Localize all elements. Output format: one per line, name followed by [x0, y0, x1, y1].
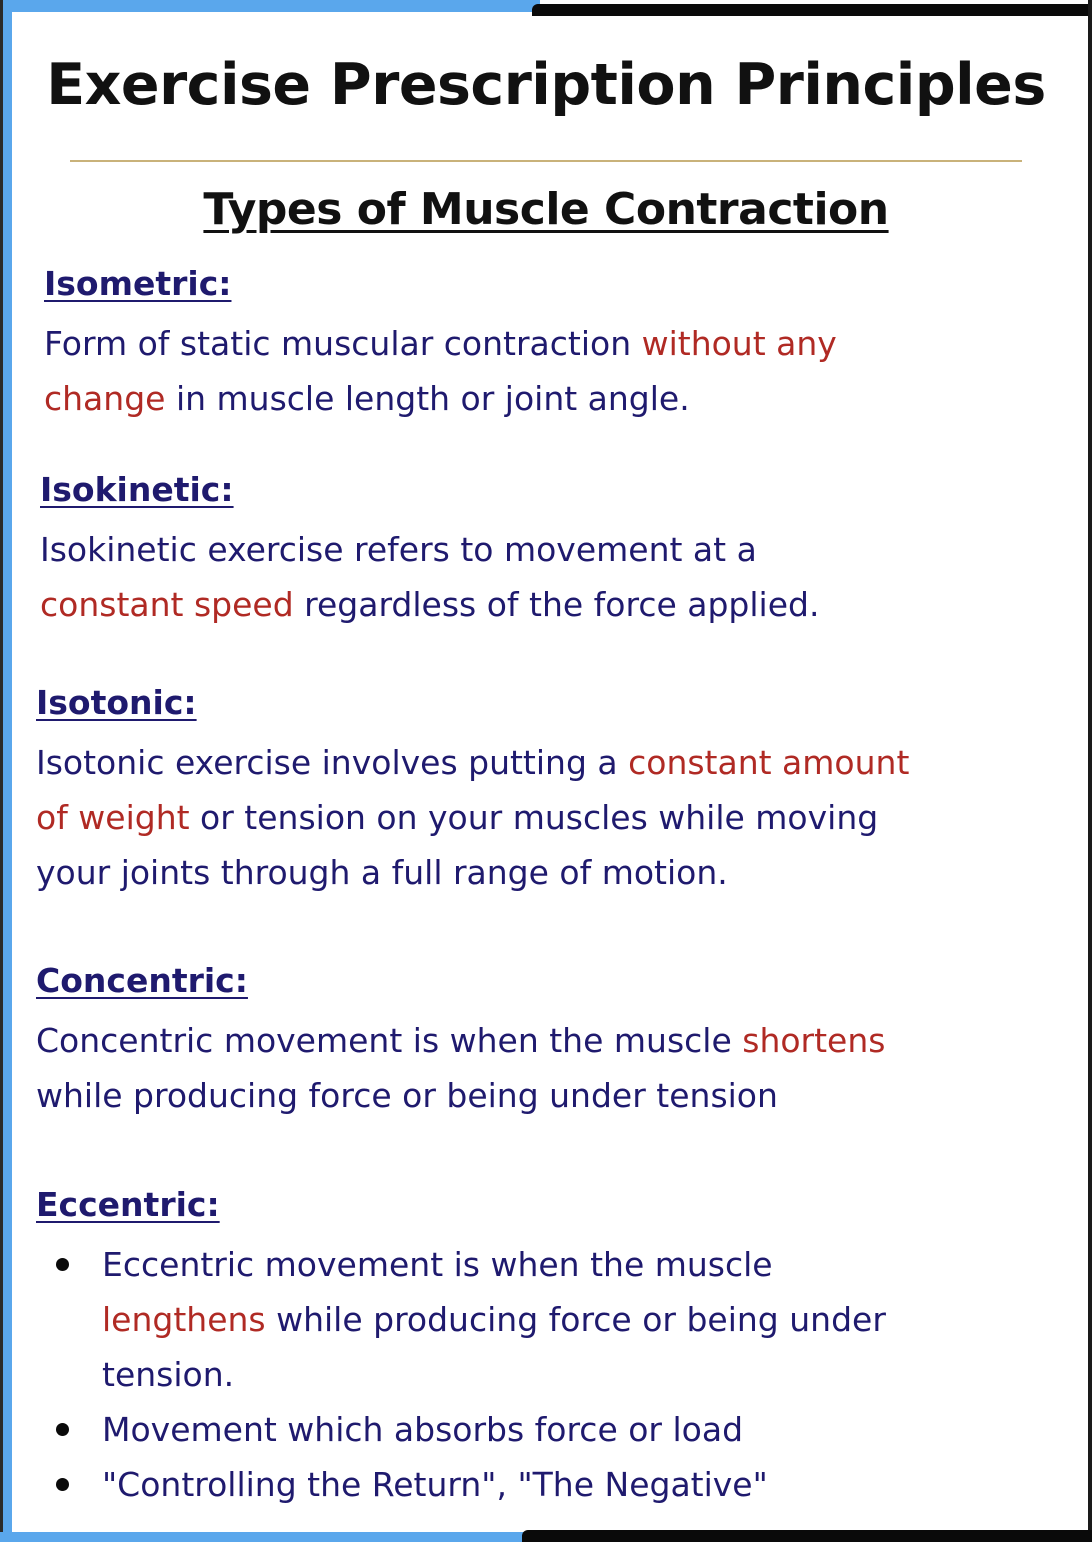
text-line: Eccentric movement is when the muscle: [102, 1245, 773, 1284]
text-run: in muscle length or joint angle.: [165, 379, 690, 418]
page-title: Exercise Prescription Principles: [46, 52, 1046, 118]
heading-isometric: Isometric:: [44, 264, 232, 303]
frame-edge-bottom-dark: [522, 1530, 1092, 1542]
list-item: [36, 1402, 886, 1457]
bullet-icon: [56, 1423, 69, 1436]
text-line: [36, 1013, 885, 1068]
highlight-text: of weight: [36, 798, 190, 837]
highlight-text: constant amount: [628, 743, 910, 782]
text-line: your joints through a full range of motion.: [36, 853, 728, 892]
text-run: while producing force or being under: [265, 1300, 886, 1339]
text-line: while producing force or being under tension: [36, 1076, 778, 1115]
section-eccentric: [36, 1185, 886, 1512]
text-run: or tension on your muscles while moving: [189, 798, 879, 837]
text-line: "Controlling the Return", "The Negative": [102, 1465, 768, 1504]
highlight-text: constant speed: [40, 585, 294, 624]
definition-isometric: [44, 316, 837, 426]
text-line: [36, 735, 909, 790]
list-item: [36, 1457, 886, 1512]
text-line: [40, 577, 819, 632]
text-line: tension.: [102, 1355, 235, 1394]
section-isotonic: [36, 683, 909, 900]
text-line: [44, 371, 837, 426]
heading-isotonic: Isotonic:: [36, 683, 197, 722]
text-run: Concentric movement is when the muscle: [36, 1021, 743, 1060]
text-line: Movement which absorbs force or load: [102, 1410, 744, 1449]
heading-isokinetic: Isokinetic:: [40, 470, 234, 509]
highlight-text: lengthens: [102, 1300, 266, 1339]
bullet-icon: [56, 1258, 69, 1271]
text-line: [44, 316, 837, 371]
heading-concentric: Concentric:: [36, 961, 248, 1000]
text-run: Isotonic exercise involves putting a: [36, 743, 629, 782]
text-run: regardless of the force applied.: [293, 585, 820, 624]
highlight-text: change: [44, 379, 166, 418]
section-subtitle: Types of Muscle Contraction: [203, 184, 889, 235]
definition-isokinetic: [40, 522, 819, 632]
text-line: [102, 1292, 886, 1347]
text-line: [36, 790, 909, 845]
title-divider: [70, 160, 1022, 162]
highlight-text: shortens: [742, 1021, 886, 1060]
bullet-icon: [56, 1478, 69, 1491]
definition-concentric: [36, 1013, 885, 1123]
section-concentric: [36, 961, 885, 1123]
definition-isotonic: [36, 735, 909, 900]
heading-eccentric: Eccentric:: [36, 1185, 220, 1224]
highlight-text: without any: [641, 324, 837, 363]
eccentric-bullet-list: [36, 1237, 886, 1512]
section-isometric: [44, 264, 837, 426]
list-item: [36, 1237, 886, 1402]
text-run: Form of static muscular contraction: [44, 324, 642, 363]
section-isokinetic: [40, 470, 819, 632]
text-line: Isokinetic exercise refers to movement at a: [40, 530, 757, 569]
frame-edge-top-accent: [0, 0, 540, 12]
frame-edge-bottom-accent: [0, 1532, 540, 1542]
frame-edge-top-dark: [532, 4, 1092, 16]
